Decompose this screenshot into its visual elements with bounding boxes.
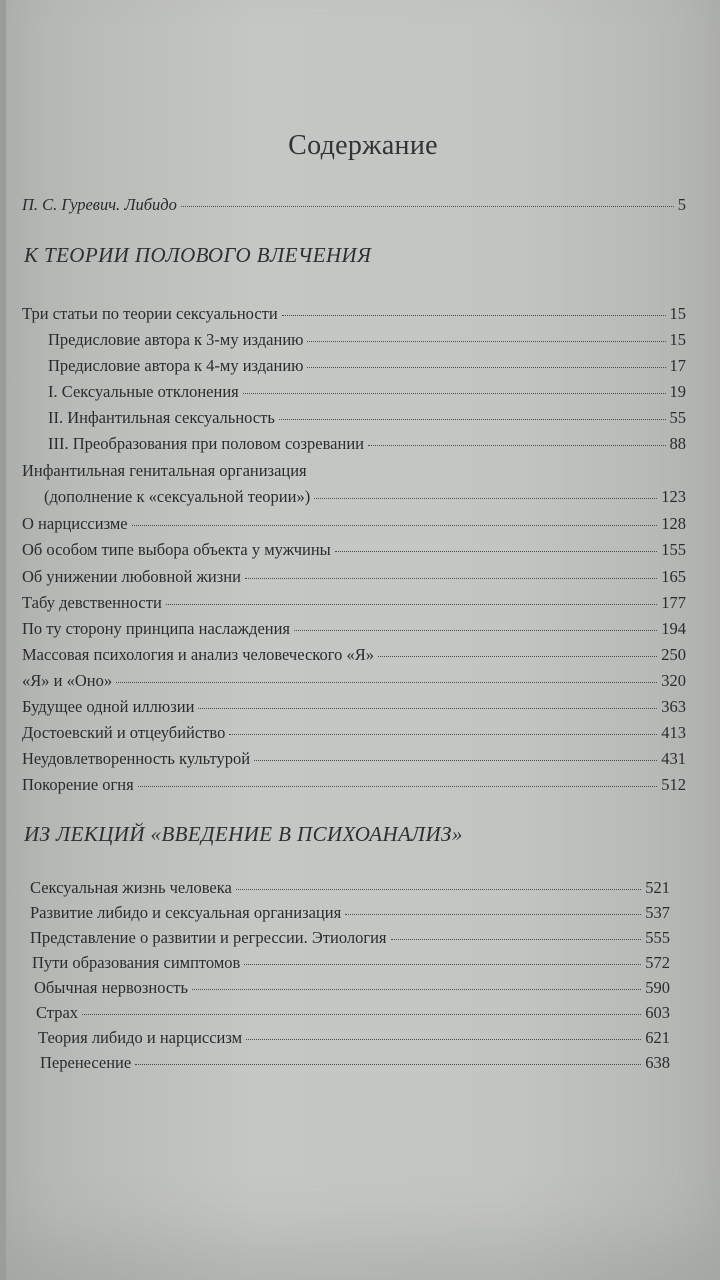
toc-entry: Инфантильная генитальная организация — [22, 461, 307, 480]
dot-leader — [135, 1064, 641, 1065]
dot-leader — [198, 708, 657, 709]
page-number: 15 — [669, 304, 686, 323]
toc-entry: О нарциссизме 128 — [22, 514, 686, 533]
dot-leader — [378, 656, 657, 657]
dot-leader — [279, 419, 666, 420]
toc-entry: Достоевский и отцеубийство 413 — [22, 723, 686, 742]
page-number: 537 — [645, 903, 670, 922]
dot-leader — [314, 498, 657, 499]
toc-entry: II. Инфантильная сексуальность 55 — [48, 408, 686, 427]
toc-entry: Представление о развитии и регрессии. Этиология 555 — [30, 928, 670, 947]
toc-entry-intro — [22, 195, 686, 215]
dot-leader — [307, 367, 665, 368]
toc-entry: Неудовлетворенность культурой 431 — [22, 749, 686, 768]
page-number: 413 — [661, 723, 686, 742]
page-number: 55 — [669, 408, 686, 427]
dot-leader — [229, 734, 657, 735]
toc-entry: Об особом типе выбора объекта у мужчины 155 — [22, 540, 686, 559]
toc-entry: Сексуальная жизнь человека 521 — [30, 878, 670, 897]
toc-entry: «Я» и «Оно» 320 — [22, 671, 686, 690]
dot-leader — [254, 760, 657, 761]
toc-entry: Предисловие автора к 4-му изданию 17 — [48, 356, 686, 375]
page-number: 177 — [661, 593, 686, 612]
toc-entry: По ту сторону принципа наслаждения 194 — [22, 619, 686, 638]
page-number: 555 — [645, 928, 670, 947]
page-number: 165 — [661, 567, 686, 586]
dot-leader — [181, 206, 674, 207]
toc-entry: Развитие либидо и сексуальная организация 537 — [30, 903, 670, 922]
page-number: 88 — [669, 434, 686, 453]
toc-entry: Пути образования симптомов 572 — [32, 953, 670, 972]
toc-entry: Об унижении любовной жизни 165 — [22, 567, 686, 586]
toc-entry: III. Преобразования при половом созревании 88 — [48, 434, 686, 453]
toc-entry: Предисловие автора к 3-му изданию 15 — [48, 330, 686, 349]
page-number: 512 — [661, 775, 686, 794]
dot-leader — [244, 964, 641, 965]
dot-leader — [282, 315, 666, 316]
toc-entry: Массовая психология и анализ человеческого «Я» 250 — [22, 645, 686, 664]
page-number: 363 — [661, 697, 686, 716]
section-heading-2: ИЗ ЛЕКЦИЙ «ВВЕДЕНИЕ В ПСИХОАНАЛИЗ» — [24, 822, 463, 846]
toc-entry: Теория либидо и нарциссизм 621 — [38, 1028, 670, 1047]
dot-leader — [391, 939, 642, 940]
page-number: 638 — [645, 1053, 670, 1072]
page-number: 320 — [661, 671, 686, 690]
page-number: 123 — [661, 487, 686, 506]
page-number: 155 — [661, 540, 686, 559]
dot-leader — [345, 914, 641, 915]
page-number: 250 — [661, 645, 686, 664]
dot-leader — [246, 1039, 641, 1040]
book-page — [6, 0, 720, 1280]
intro-title: Либидо — [124, 195, 177, 214]
page-number: 621 — [645, 1028, 670, 1047]
toc-entry: Табу девственности 177 — [22, 593, 686, 612]
toc-entry: Три статьи по теории сексуальности 15 — [22, 304, 686, 323]
section-heading-1: К ТЕОРИИ ПОЛОВОГО ВЛЕЧЕНИЯ — [24, 243, 372, 267]
dot-leader — [245, 578, 657, 579]
dot-leader — [192, 989, 641, 990]
page-number: 603 — [645, 1003, 670, 1022]
page-number: 5 — [677, 195, 686, 214]
page-number: 19 — [669, 382, 686, 401]
dot-leader — [82, 1014, 641, 1015]
dot-leader — [166, 604, 657, 605]
toc-entry: Перенесение 638 — [40, 1053, 670, 1072]
dot-leader — [335, 551, 658, 552]
intro-author: П. С. Гуревич. — [22, 195, 121, 214]
toc-entry: Будущее одной иллюзии 363 — [22, 697, 686, 716]
page-number: 17 — [669, 356, 686, 375]
dot-leader — [368, 445, 666, 446]
dot-leader — [138, 786, 658, 787]
page-number: 521 — [645, 878, 670, 897]
page-number: 128 — [661, 514, 686, 533]
page-number: 431 — [661, 749, 686, 768]
page-title: Содержание — [288, 130, 438, 161]
toc-entry-continuation: (дополнение к «сексуальной теории») 123 — [44, 487, 686, 506]
page-number: 590 — [645, 978, 670, 997]
dot-leader — [132, 525, 658, 526]
dot-leader — [243, 393, 666, 394]
toc-entry: I. Сексуальные отклонения 19 — [48, 382, 686, 401]
toc-entry: Покорение огня 512 — [22, 775, 686, 794]
dot-leader — [236, 889, 641, 890]
page-number: 15 — [669, 330, 686, 349]
page-number: 572 — [645, 953, 670, 972]
page-number: 194 — [661, 619, 686, 638]
dot-leader — [294, 630, 657, 631]
toc-entry: Страх 603 — [36, 1003, 670, 1022]
toc-entry: Обычная нервозность 590 — [34, 978, 670, 997]
dot-leader — [307, 341, 665, 342]
dot-leader — [116, 682, 657, 683]
